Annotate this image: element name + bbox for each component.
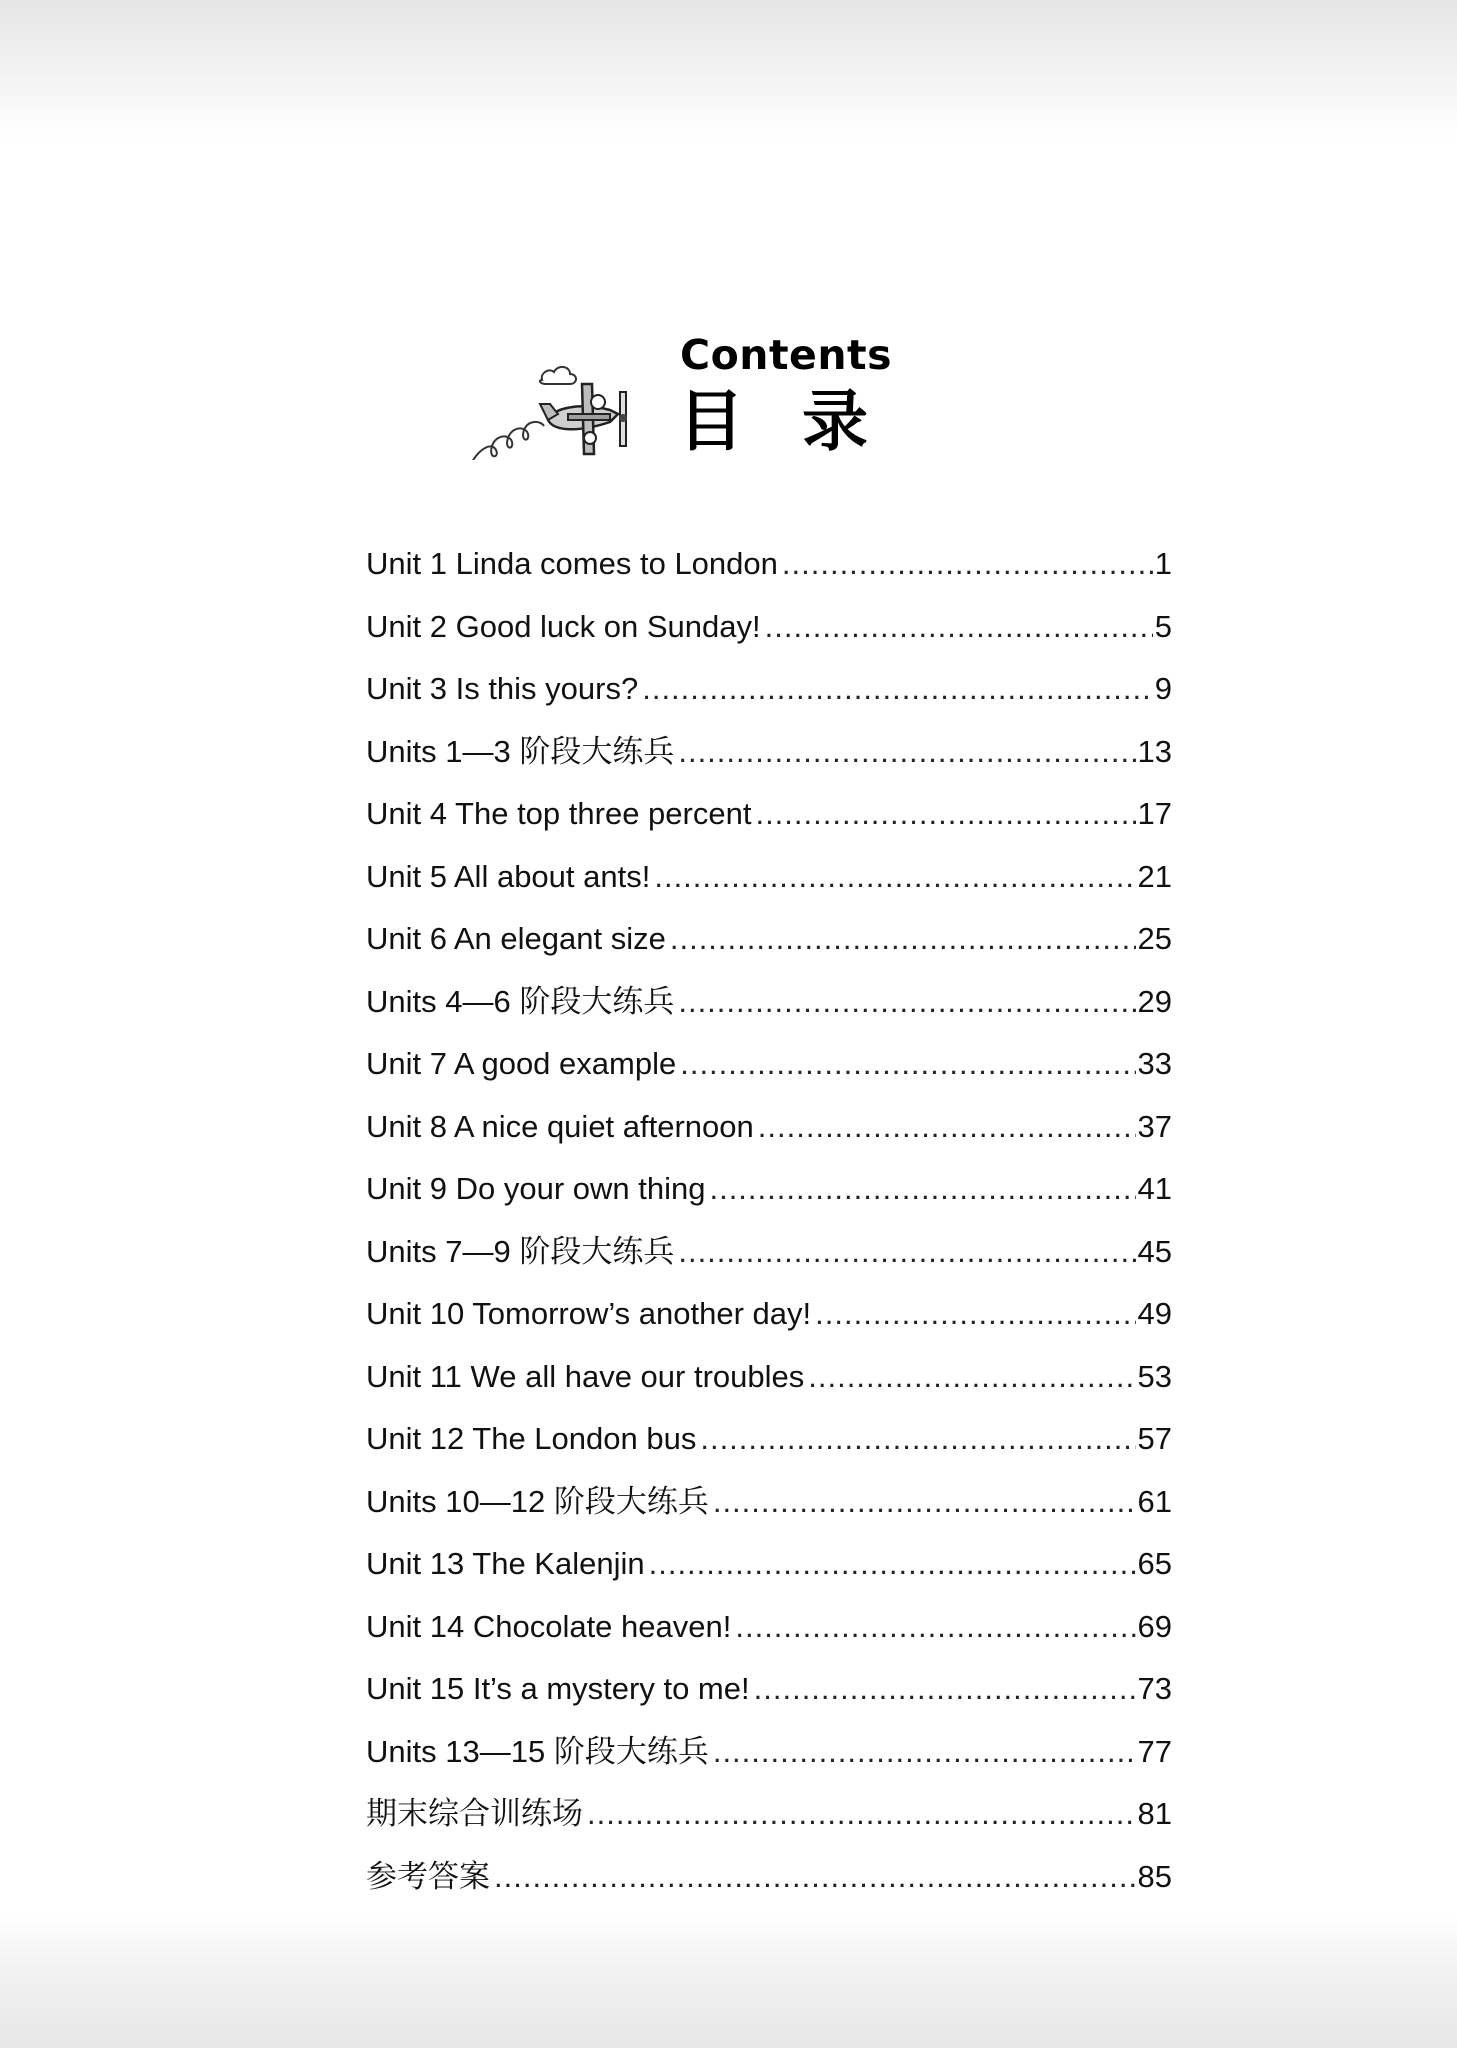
toc-dot-leader — [709, 1158, 1135, 1221]
toc-page-number: 29 — [1137, 983, 1172, 1019]
toc-dot-leader — [654, 846, 1135, 909]
toc-entry-answer-key[interactable] — [366, 1846, 1172, 1909]
toc-page-number: 9 — [1154, 671, 1172, 706]
contents-title-zh: 目录 — [678, 383, 926, 460]
toc-page-number: 25 — [1137, 921, 1172, 956]
toc-entry-title: 期末综合训练场 — [366, 1796, 583, 1831]
toc-entry-review-10-12[interactable] — [366, 1471, 1172, 1534]
toc-page-number: 73 — [1137, 1671, 1172, 1706]
toc-entry-title: Unit 4 The top three percent — [366, 796, 752, 831]
toc-entry-title: Unit 11 We all have our troubles — [366, 1358, 805, 1394]
table-of-contents — [366, 533, 1172, 1908]
toc-dot-leader — [808, 1346, 1135, 1409]
toc-page-number: 65 — [1137, 1546, 1172, 1581]
toc-dot-leader — [815, 1283, 1135, 1346]
toc-entry-unit-8[interactable] — [366, 1096, 1172, 1159]
toc-entry-unit-5[interactable] — [366, 846, 1172, 909]
toc-dot-leader — [735, 1596, 1135, 1659]
toc-dot-leader — [494, 1846, 1136, 1909]
toc-page-number: 1 — [1154, 546, 1172, 581]
toc-entry-unit-10[interactable] — [366, 1283, 1172, 1346]
toc-page-number: 21 — [1137, 858, 1172, 894]
scan-shadow-top — [0, 0, 1457, 140]
toc-page-number: 57 — [1137, 1421, 1172, 1456]
toc-page-number: 33 — [1137, 1046, 1172, 1081]
toc-entry-review-13-15[interactable] — [366, 1721, 1172, 1784]
toc-dot-leader — [765, 596, 1153, 659]
toc-entry-title: Unit 2 Good luck on Sunday! — [366, 608, 761, 644]
toc-entry-unit-3[interactable] — [366, 658, 1172, 721]
toc-entry-title: Unit 8 A nice quiet afternoon — [366, 1108, 754, 1144]
toc-page-number: 53 — [1137, 1358, 1172, 1394]
airplane-icon — [470, 350, 635, 460]
toc-entry-final-review[interactable] — [366, 1783, 1172, 1846]
toc-dot-leader — [713, 1721, 1136, 1784]
toc-page-number: 37 — [1137, 1108, 1172, 1144]
toc-entry-review-7-9[interactable] — [366, 1221, 1172, 1284]
toc-entry-title: Unit 7 A good example — [366, 1046, 677, 1081]
toc-entry-title: Units 10—12 阶段大练兵 — [366, 1483, 709, 1519]
toc-entry-title: Unit 15 It’s a mystery to me! — [366, 1671, 750, 1706]
toc-dot-leader — [758, 1096, 1136, 1159]
toc-dot-leader — [678, 721, 1135, 784]
contents-title-en: Contents — [680, 331, 893, 379]
toc-entry-review-4-6[interactable] — [366, 971, 1172, 1034]
toc-page-number: 77 — [1137, 1733, 1172, 1769]
toc-page-number: 17 — [1137, 796, 1172, 831]
toc-page-number: 5 — [1154, 608, 1172, 644]
toc-page-number: 13 — [1137, 733, 1172, 769]
toc-dot-leader — [678, 1221, 1135, 1284]
toc-page-number: 69 — [1137, 1608, 1172, 1644]
toc-entry-title: Units 13—15 阶段大练兵 — [366, 1733, 709, 1769]
toc-entry-unit-11[interactable] — [366, 1346, 1172, 1409]
toc-entry-title: Unit 13 The Kalenjin — [366, 1546, 645, 1581]
toc-entry-title: Unit 1 Linda comes to London — [366, 546, 778, 581]
toc-dot-leader — [700, 1408, 1135, 1471]
toc-page-number: 61 — [1137, 1483, 1172, 1519]
toc-entry-review-1-3[interactable] — [366, 721, 1172, 784]
toc-entry-title: 参考答案 — [366, 1858, 490, 1894]
toc-entry-unit-1[interactable] — [366, 533, 1172, 596]
toc-page-number: 81 — [1137, 1796, 1172, 1831]
toc-entry-unit-15[interactable] — [366, 1658, 1172, 1721]
toc-page-number: 41 — [1137, 1171, 1172, 1206]
toc-entry-unit-7[interactable] — [366, 1033, 1172, 1096]
toc-entry-title: Unit 3 Is this yours? — [366, 671, 639, 706]
toc-entry-unit-14[interactable] — [366, 1596, 1172, 1659]
toc-dot-leader — [642, 658, 1153, 721]
toc-page-number: 45 — [1137, 1233, 1172, 1269]
toc-dot-leader — [678, 971, 1135, 1034]
toc-dot-leader — [782, 533, 1153, 596]
toc-entry-unit-4[interactable] — [366, 783, 1172, 846]
toc-entry-title: Unit 5 All about ants! — [366, 858, 651, 894]
toc-dot-leader — [649, 1533, 1136, 1596]
scan-shadow-bottom — [0, 1915, 1457, 2048]
toc-entry-title: Unit 12 The London bus — [366, 1421, 697, 1456]
toc-page-number: 49 — [1137, 1296, 1172, 1331]
toc-dot-leader — [755, 783, 1135, 846]
toc-page-number: 85 — [1137, 1858, 1172, 1894]
toc-entry-unit-6[interactable] — [366, 908, 1172, 971]
toc-entry-unit-12[interactable] — [366, 1408, 1172, 1471]
toc-entry-unit-9[interactable] — [366, 1158, 1172, 1221]
toc-dot-leader — [587, 1783, 1136, 1846]
toc-entry-title: Units 4—6 阶段大练兵 — [366, 983, 675, 1019]
toc-entry-unit-2[interactable] — [366, 596, 1172, 659]
toc-entry-title: Units 7—9 阶段大练兵 — [366, 1233, 675, 1269]
toc-entry-unit-13[interactable] — [366, 1533, 1172, 1596]
toc-entry-title: Unit 14 Chocolate heaven! — [366, 1608, 732, 1644]
toc-dot-leader — [713, 1471, 1136, 1534]
contents-header — [470, 330, 926, 470]
toc-entry-title: Unit 10 Tomorrow’s another day! — [366, 1296, 812, 1331]
toc-dot-leader — [754, 1658, 1136, 1721]
toc-entry-title: Unit 9 Do your own thing — [366, 1171, 706, 1206]
toc-dot-leader — [680, 1033, 1135, 1096]
toc-entry-title: Units 1—3 阶段大练兵 — [366, 733, 675, 769]
toc-dot-leader — [670, 908, 1136, 971]
toc-entry-title: Unit 6 An elegant size — [366, 921, 666, 956]
